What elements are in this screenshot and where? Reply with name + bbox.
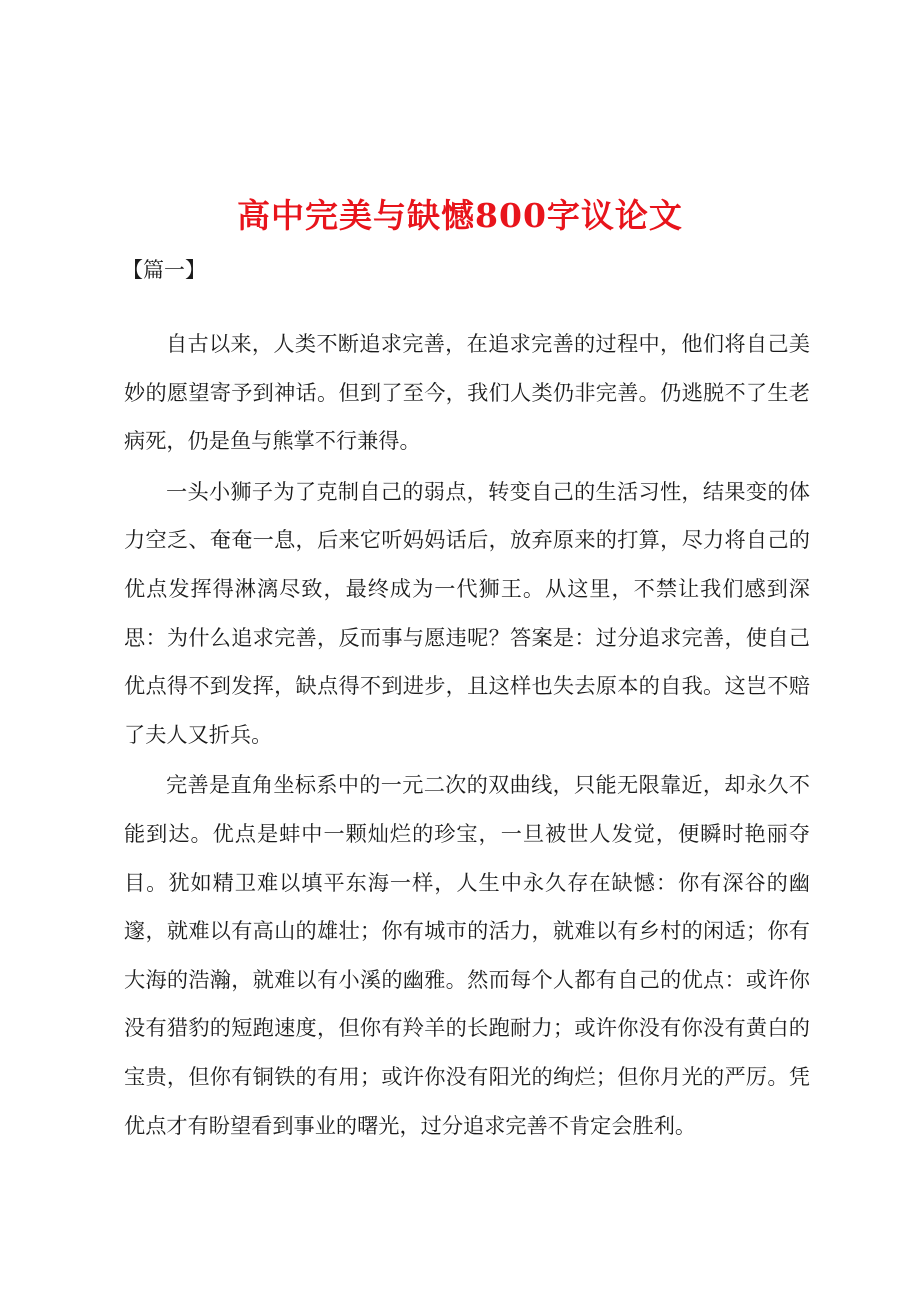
paragraph-1: 自古以来，人类不断追求完善，在追求完善的过程中，他们将自己美妙的愿望寄予到神话。但到了至今，我们人类仍非完善。仍逃脱不了生老病死，仍是鱼与熊掌不行兼得。 xyxy=(124,331,810,454)
page-title: 高中完美与缺憾800字议论文 xyxy=(237,196,683,235)
essay-body xyxy=(124,320,810,1152)
paragraph-3: 完善是直角坐标系中的一元二次的双曲线，只能无限靠近，却永久不能到达。优点是蚌中一颗灿烂的珍宝，一旦被世人发觉，便瞬时艳丽夺目。犹如精卫难以填平东海一样，人生中永久存在缺憾：你有深谷的幽邃，就难以有高山的雄壮；你有城市的活力，就难以有乡村的闲适；你有大海的浩瀚，就难以有小溪的幽雅。然而每个人都有自己的优点：或许你没有猎豹的短跑速度，但你有羚羊的长跑耐力；或许你没有你没有黄白的宝贵，但你有铜铁的有用；或许你没有阳光的绚烂；但你月光的严厉。凭优点才有盼望看到事业的曙光，过分追求完善不肯定会胜利。 xyxy=(124,772,810,1138)
paragraph-2: 一头小狮子为了克制自己的弱点，转变自己的生活习性，结果变的体力空乏、奄奄一息，后来它听妈妈话后，放弃原来的打算，尽力将自己的优点发挥得淋漓尽致，最终成为一代狮王。从这里，不禁让我们感到深思：为什么追求完善，反而事与愿违呢？答案是：过分追求完善，使自己优点得不到发挥，缺点得不到进步，且这样也失去原本的自我。这岂不赔了夫人又折兵。 xyxy=(124,478,810,747)
section-label: 【篇一】 xyxy=(122,258,206,282)
